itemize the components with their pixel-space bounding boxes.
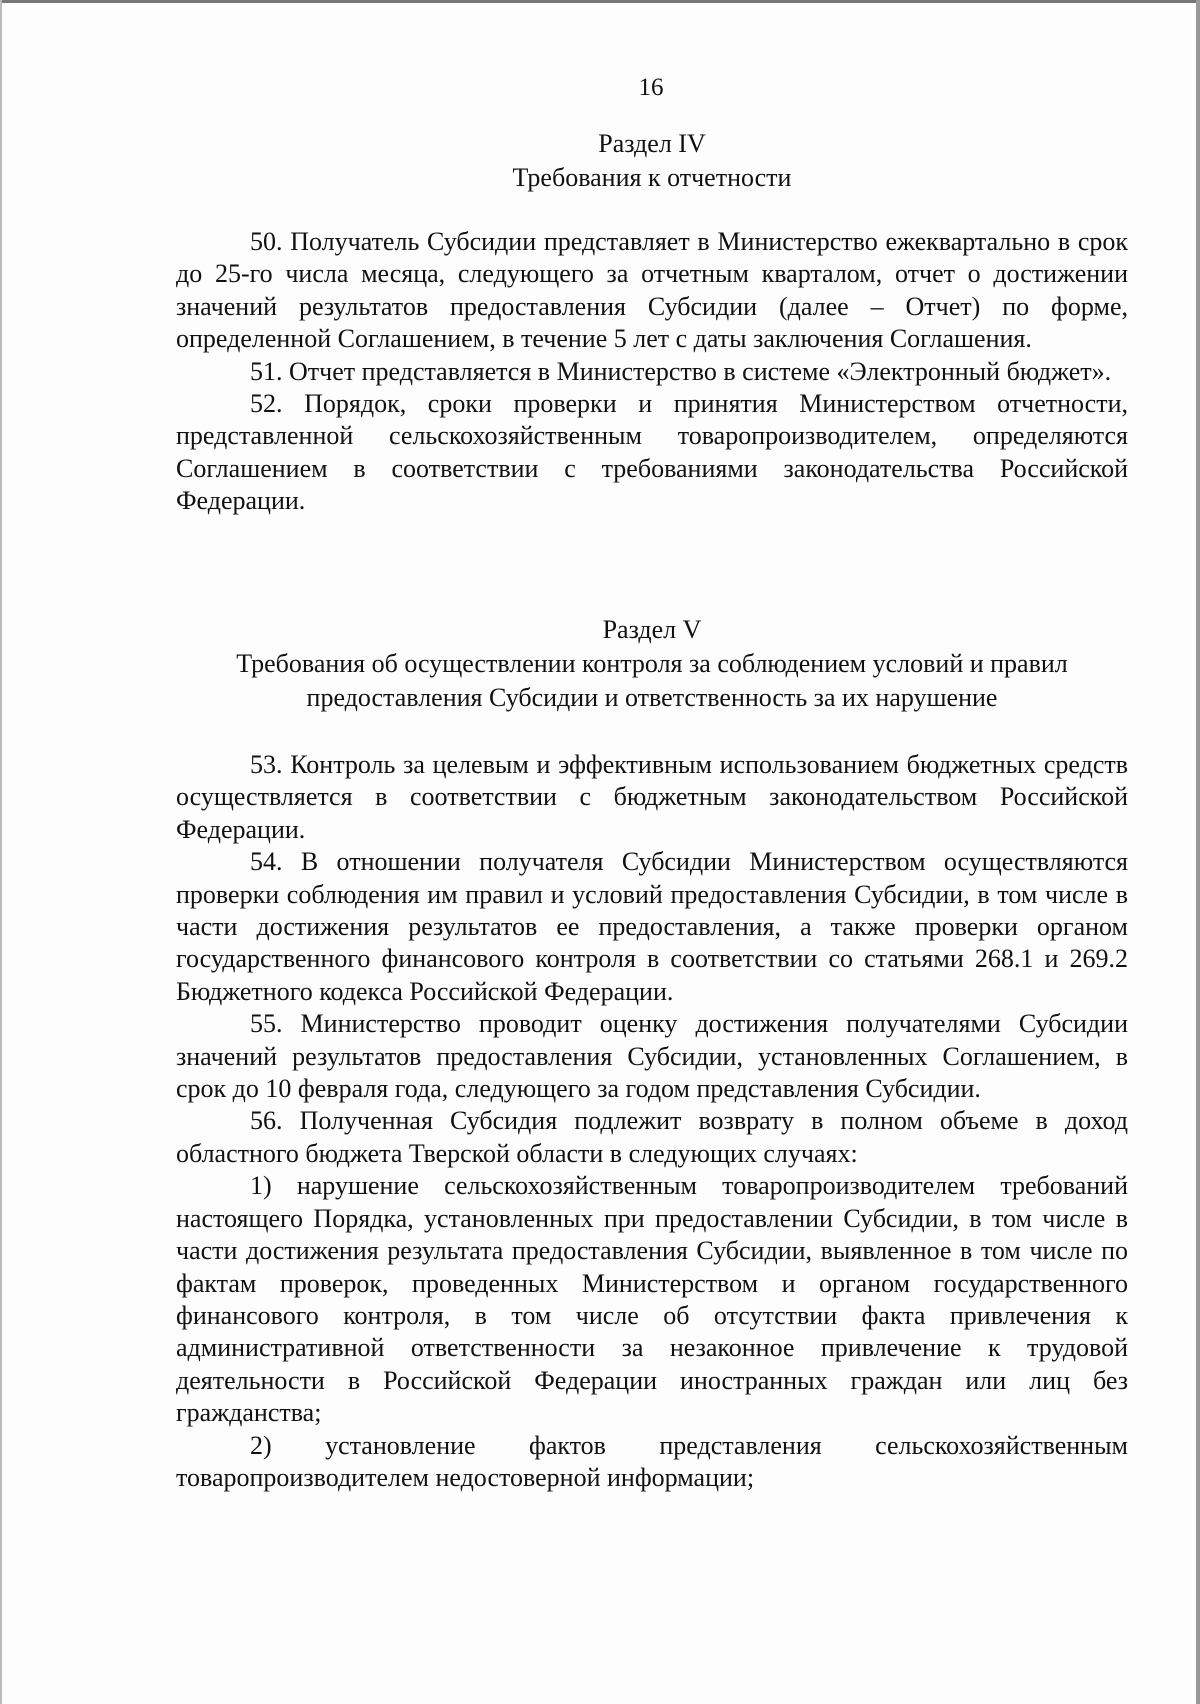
scan-edge-right [1196, 0, 1200, 1704]
paragraph-55: 55. Министерство проводит оценку достижения получателями Субсидии значений результатов предоставления Субсидии, установленных Соглашением, в срок до 10 февраля года, следующего за годом представления Субсидии. [176, 1009, 1128, 1104]
paragraph-56-item-1: 1) нарушение сельскохозяйственным товаропроизводителем требований настоящего Порядка, установленных при предоставлении Субсидии, в том числе в части достижения результата предоставления Субсидии, выявленное в том числе по фактам проверок, проведенных Министерством и органом государственного финансового контроля, в том числе об отсутствии факта привлечения к административной ответственности за незаконное привлечение к трудовой деятельности в Российской Федерации иностранных граждан или лиц без гражданства; [176, 1171, 1128, 1428]
section-5-subtitle-line-2: предоставления Субсидии и ответственность за их нарушение [306, 683, 998, 712]
section-4-subtitle: Требования к отчетности [512, 163, 792, 192]
section-5-heading [176, 613, 1128, 715]
scan-edge-left [0, 0, 2, 1704]
paragraph-54: 54. В отношении получателя Субсидии Министерством осуществляются проверки соблюдения им правил и условий предоставления Субсидии, в том числе в части достижения результатов ее предоставления, а также проверки органом государственного финансового контроля в соответствии со статьями 268.1 и 269.2 Бюджетного кодекса Российской Федерации. [176, 847, 1128, 1006]
scan-edge-top [0, 0, 1200, 3]
section-5-body [176, 749, 1128, 1494]
paragraph-50: 50. Получатель Субсидии представляет в Министерство ежеквартально в срок до 25-го числа месяца, следующего за отчетным кварталом, отчет о достижении значений результатов предоставления Субсидии (далее – Отчет) по форме, определенной Соглашением, в течение 5 лет с даты заключения Соглашения. [176, 227, 1128, 354]
section-4-title: Раздел IV [598, 129, 706, 158]
section-4-heading [176, 127, 1128, 195]
paragraph-51: 51. Отчет представляется в Министерство в системе «Электронный бюджет». [250, 356, 1112, 386]
paragraph-52: 52. Порядок, сроки проверки и принятия Министерством отчетности, представленной сельскохозяйственным товаропроизводителем, определяются Соглашением в соответствии с требованиями законодательства Российской Федерации. [176, 389, 1128, 516]
section-5-title: Раздел V [602, 615, 702, 644]
paragraph-56: 56. Полученная Субсидия подлежит возврату в полном объеме в доход областного бюджета Тверской области в следующих случаях: [176, 1106, 1128, 1168]
page-number: 16 [638, 74, 664, 101]
paragraph-53: 53. Контроль за целевым и эффективным использованием бюджетных средств осуществляется в соответствии с бюджетным законодательством Российской Федерации. [176, 750, 1128, 844]
section-5-subtitle-line-1: Требования об осуществлении контроля за соблюдением условий и правил [236, 649, 1068, 678]
section-4-body [176, 226, 1128, 518]
paragraph-56-item-2: 2) установление фактов представления сельскохозяйственным товаропроизводителем недостоверной информации; [176, 1430, 1128, 1492]
